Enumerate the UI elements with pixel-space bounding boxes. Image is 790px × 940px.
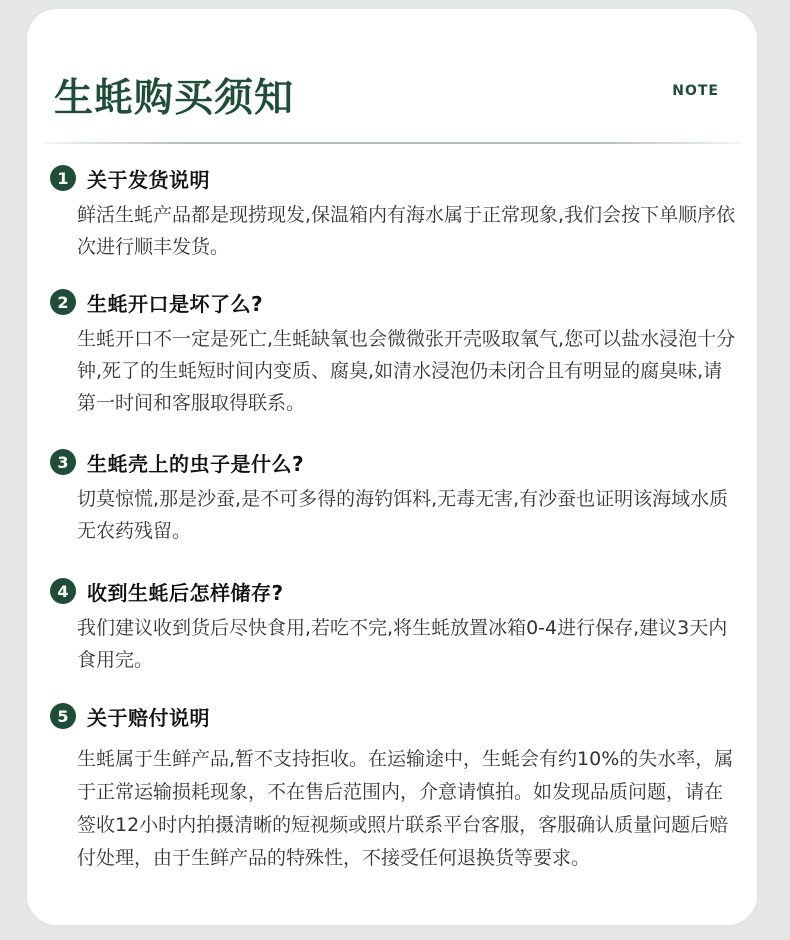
section-body: 切莫惊慌,那是沙蚕,是不可多得的海钓饵料,无毒无害,有沙蚕也证明该海域水质无农药残留。 <box>77 488 729 542</box>
section-body: 鲜活生蚝产品都是现捞现发,保温箱内有海水属于正常现象,我们会按下单顺序依次进行顺丰发货。 <box>77 204 736 258</box>
section-header <box>50 576 740 606</box>
number-badge: 2 <box>50 289 76 315</box>
section-header <box>50 447 740 477</box>
section-header <box>50 163 740 193</box>
notice-card <box>27 9 757 925</box>
title-divider <box>42 142 742 144</box>
section-body: 我们建议收到货后尽快食用,若吃不完,将生蚝放置冰箱0-4进行保存,建议3天内食用完。 <box>77 617 728 671</box>
number-badge: 1 <box>50 165 76 191</box>
section-open-shell <box>50 287 740 419</box>
section-title: 生蚝开口是坏了么? <box>87 291 264 316</box>
section-compensation <box>50 701 740 875</box>
note-tag: NOTE <box>672 83 719 99</box>
section-body: 生蚝开口不一定是死亡,生蚝缺氧也会微微张开壳吸取氧气,您可以盐水浸泡十分钟,死了的生蚝短时间内变质、腐臭,如清水浸泡仍未闭合且有明显的腐臭味,请第一时间和客服取得联系。 <box>77 328 736 414</box>
number-badge: 5 <box>50 703 76 729</box>
section-title: 生蚝壳上的虫子是什么? <box>87 451 305 476</box>
section-body: 生蚝属于生鲜产品,暂不支持拒收。在运输途中，生蚝会有约10%的失水率，属于正常运输损耗现象，不在售后范围内，介意请慎拍。如发现品质问题，请在签收12小时内拍摄清晰的短视频或照片联系平台客服，客服确认质量问题后赔付处理，由于生鲜产品的特殊性，不接受任何退换货等要求。 <box>77 748 734 869</box>
section-title: 关于赔付说明 <box>87 705 210 730</box>
section-title: 关于发货说明 <box>87 167 210 192</box>
section-header <box>50 701 740 731</box>
section-storage <box>50 576 740 676</box>
page-title: 生蚝购买须知 <box>54 76 295 121</box>
number-badge: 3 <box>50 449 76 475</box>
section-shell-worms <box>50 447 740 547</box>
section-title: 收到生蚝后怎样储存? <box>87 580 284 605</box>
section-shipping <box>50 163 740 263</box>
number-badge: 4 <box>50 578 76 604</box>
section-header <box>50 287 740 317</box>
